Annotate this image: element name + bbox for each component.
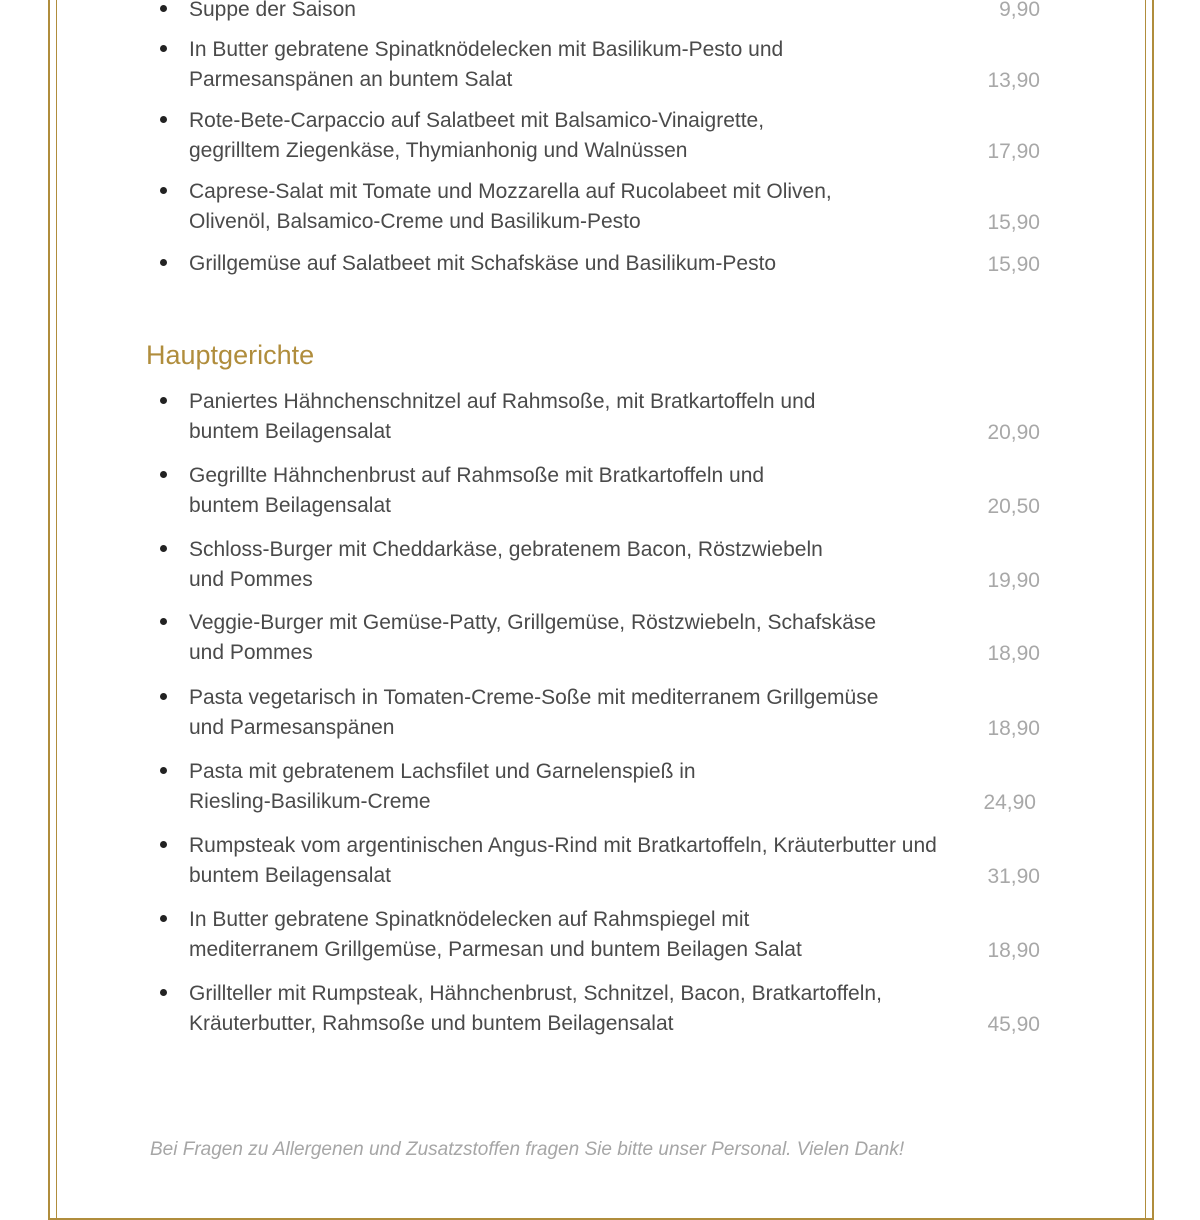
bullet-icon [160, 989, 167, 996]
menu-item-price: 15,90 [987, 253, 1040, 276]
menu-item-price: 31,90 [987, 865, 1040, 888]
menu-item-price: 18,90 [987, 717, 1040, 740]
menu-item-text: Pasta mit gebratenem Lachsfilet und Garnelenspieß in Riesling-Basilikum-Creme [189, 760, 696, 813]
menu-item-text: Rote-Bete-Carpaccio auf Salatbeet mit Balsamico-Vinaigrette, gegrilltem Ziegenkäse, Thymianhonig und Walnüssen [189, 109, 765, 162]
bullet-icon [160, 45, 167, 52]
menu-item-price: 20,50 [987, 495, 1040, 518]
bullet-icon [160, 693, 167, 700]
menu-item-price: 9,90 [999, 0, 1040, 21]
bullet-icon [160, 259, 167, 266]
menu-item-price: 17,90 [987, 140, 1040, 163]
menu-item-text: Rumpsteak vom argentinischen Angus-Rind mit Bratkartoffeln, Kräuterbutter und buntem Beilagensalat [189, 834, 937, 887]
bullet-icon [160, 187, 167, 194]
menu-item-price: 13,90 [987, 69, 1040, 92]
menu-item-text: Grillteller mit Rumpsteak, Hähnchenbrust, Schnitzel, Bacon, Bratkartoffeln, Kräuterbutter, Rahmsoße und buntem Beilagensalat [189, 982, 882, 1035]
menu-item-price: 20,90 [987, 421, 1040, 444]
menu-item-text: Paniertes Hähnchenschnitzel auf Rahmsoße, mit Bratkartoffeln und buntem Beilagensalat [189, 390, 816, 443]
bullet-icon [160, 545, 167, 552]
section-title-mains: Hauptgerichte [146, 340, 315, 370]
menu-item-text: Gegrillte Hähnchenbrust auf Rahmsoße mit Bratkartoffeln und buntem Beilagensalat [189, 464, 765, 517]
bullet-icon [160, 5, 167, 12]
menu-item-text: Schloss-Burger mit Cheddarkäse, gebratenem Bacon, Röstzwiebeln und Pommes [189, 538, 823, 591]
bullet-icon [160, 915, 167, 922]
menu-item-price: 19,90 [987, 569, 1040, 592]
bullet-icon [160, 841, 167, 848]
menu-item-price: 18,90 [987, 642, 1040, 665]
bullet-icon [160, 767, 167, 774]
allergen-note: Bei Fragen zu Allergenen und Zusatzstoffen fragen Sie bitte unser Personal. Vielen Dank! [150, 1139, 905, 1160]
bullet-icon [160, 397, 167, 404]
menu-item-price: 45,90 [987, 1013, 1040, 1036]
menu-item-text: Suppe der Saison [189, 0, 356, 21]
bullet-icon [160, 618, 167, 625]
menu-item-price: 24,90 [983, 791, 1036, 814]
menu-item-text: Pasta vegetarisch in Tomaten-Creme-Soße mit mediterranem Grillgemüse und Parmesanspänen [189, 686, 879, 739]
menu-item-price: 18,90 [987, 939, 1040, 962]
menu-item-text: Veggie-Burger mit Gemüse-Patty, Grillgemüse, Röstzwiebeln, Schafskäse und Pommes [189, 611, 877, 664]
menu-item-text: In Butter gebratene Spinatknödelecken auf Rahmspiegel mit mediterranem Grillgemüse, Parmesan und buntem Beilagen Salat [189, 908, 802, 961]
bullet-icon [160, 116, 167, 123]
menu-item-text: Grillgemüse auf Salatbeet mit Schafskäse und Basilikum-Pesto [189, 252, 777, 275]
menu-item-price: 15,90 [987, 211, 1040, 234]
menu-item-text: In Butter gebratene Spinatknödelecken mit Basilikum-Pesto und Parmesanspänen an buntem Salat [189, 38, 784, 91]
menu-item-text: Caprese-Salat mit Tomate und Mozzarella auf Rucolabeet mit Oliven, Olivenöl, Balsamico-Creme und Basilikum-Pesto [189, 180, 832, 233]
bullet-icon [160, 471, 167, 478]
